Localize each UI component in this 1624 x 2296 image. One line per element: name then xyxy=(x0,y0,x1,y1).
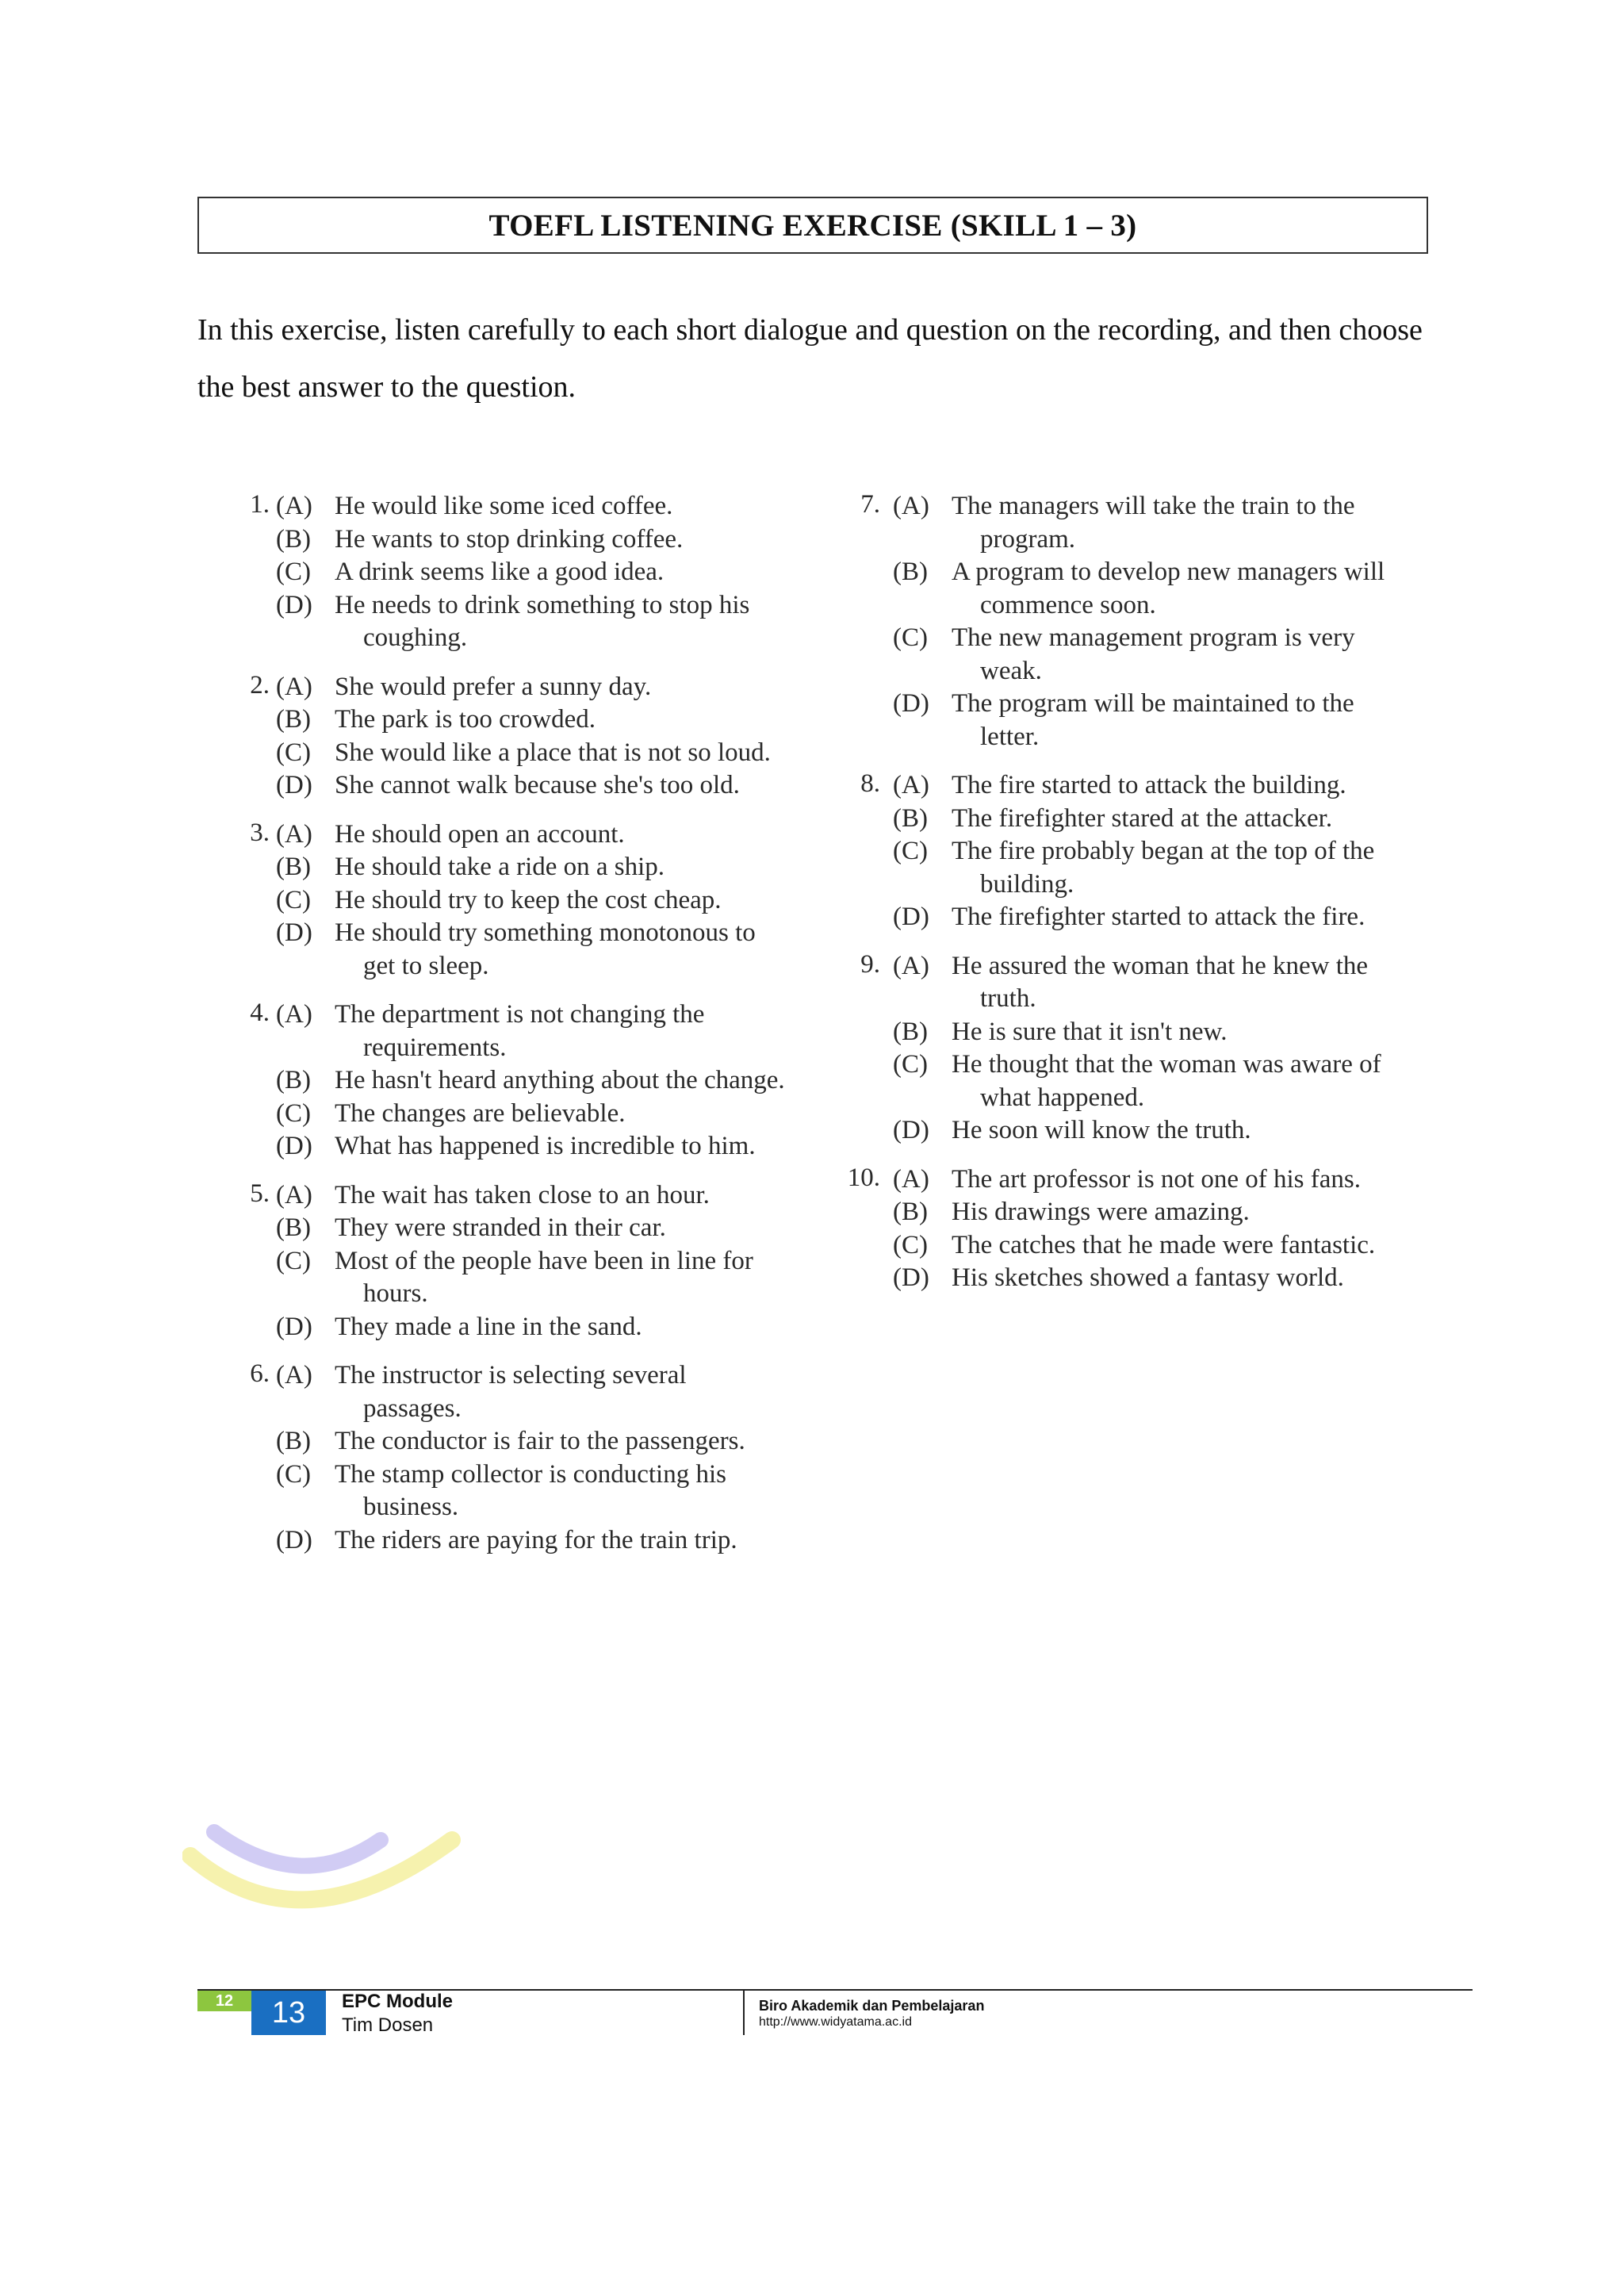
instructions-paragraph: In this exercise, listen carefully to each short dialogue and question on the recording, and then choose the best answer to the question. xyxy=(197,313,1423,404)
footer-author: Tim Dosen xyxy=(342,2014,434,2036)
option-letter: (A) xyxy=(276,672,312,701)
answer-option xyxy=(276,556,785,589)
option-letter: (C) xyxy=(276,885,311,914)
option-text: The catches that he made were fantastic. xyxy=(952,1230,1376,1259)
option-text: The fire probably began at the top of the building. xyxy=(952,837,1375,899)
question-item xyxy=(833,1163,1404,1295)
option-text: The stamp collector is conducting his business. xyxy=(335,1459,726,1521)
answer-option xyxy=(893,556,1404,622)
question-number: 1. xyxy=(250,490,270,519)
option-text: The wait has taken close to an hour. xyxy=(335,1180,710,1209)
option-text: The conductor is fair to the passengers. xyxy=(335,1427,745,1455)
option-text: The changes are believable. xyxy=(335,1098,626,1128)
answer-option xyxy=(893,901,1404,934)
answer-option xyxy=(893,1016,1404,1049)
option-letter: (D) xyxy=(893,689,929,718)
option-text: The department is not changing the requirements. xyxy=(335,1000,705,1062)
option-letter: (D) xyxy=(893,1116,929,1144)
answer-option xyxy=(276,1524,785,1558)
question-number: 9. xyxy=(860,949,880,979)
option-text: Most of the people have been in line for hours. xyxy=(335,1246,753,1308)
option-text: He thought that the woman was aware of what happened. xyxy=(952,1050,1381,1112)
answer-option xyxy=(276,818,785,852)
option-letter: (D) xyxy=(893,903,929,931)
answer-option xyxy=(893,1048,1404,1114)
option-letter: (A) xyxy=(276,1180,312,1209)
option-letter: (B) xyxy=(893,1198,928,1226)
footer-module-title: EPC Module xyxy=(342,1991,454,2012)
option-letter: (D) xyxy=(276,590,312,619)
option-text: He wants to stop drinking coffee. xyxy=(335,524,684,554)
option-text: He needs to drink something to stop his coughing. xyxy=(335,590,750,652)
option-letter: (B) xyxy=(276,853,311,881)
answer-option xyxy=(893,950,1404,1016)
answer-option xyxy=(276,851,785,884)
option-letter: (C) xyxy=(276,558,311,586)
option-letter: (A) xyxy=(276,1000,312,1029)
question-item xyxy=(230,671,785,803)
answer-option xyxy=(276,1212,785,1245)
option-letter: (C) xyxy=(893,1050,928,1079)
answer-option xyxy=(276,1311,785,1344)
answer-option xyxy=(276,1098,785,1131)
option-letter: (B) xyxy=(276,1427,311,1455)
option-letter: (B) xyxy=(276,1066,311,1094)
option-letter: (A) xyxy=(893,771,929,799)
option-text: She would like a place that is not so loud. xyxy=(335,738,771,767)
option-text: They were stranded in their car. xyxy=(335,1213,666,1242)
answer-option xyxy=(276,769,785,803)
option-letter: (A) xyxy=(893,1164,929,1194)
option-text: He should try to keep the cost cheap. xyxy=(335,885,722,914)
answer-option xyxy=(893,490,1404,556)
answer-option xyxy=(893,1196,1404,1229)
footer-organization: Biro Akademik dan Pembelajaran xyxy=(759,1998,985,2014)
option-text: The park is too crowded. xyxy=(335,705,596,734)
question-number: 8. xyxy=(860,769,880,798)
option-letter: (C) xyxy=(893,623,928,652)
option-text: He hasn't heard anything about the change. xyxy=(335,1066,785,1094)
answer-option xyxy=(893,688,1404,753)
question-item xyxy=(833,490,1404,753)
answer-option xyxy=(276,671,785,704)
question-number: 2. xyxy=(250,670,270,700)
question-number: 4. xyxy=(250,999,270,1027)
option-text: The managers will take the train to the program. xyxy=(952,492,1355,554)
answer-option xyxy=(893,803,1404,836)
answer-option xyxy=(276,1179,785,1213)
answer-option xyxy=(276,737,785,770)
option-text: He assured the woman that he knew the truth. xyxy=(952,951,1369,1013)
answer-option xyxy=(276,1064,785,1098)
option-letter: (C) xyxy=(276,1098,311,1128)
questions-right-column xyxy=(833,490,1404,1311)
option-text: He should take a ride on a ship. xyxy=(335,853,665,881)
decorative-swoosh-logo xyxy=(182,1824,468,1951)
answer-option xyxy=(276,1245,785,1311)
question-number: 5. xyxy=(250,1179,270,1208)
option-letter: (B) xyxy=(276,705,311,734)
answer-option xyxy=(893,622,1404,688)
option-text: He soon will know the truth. xyxy=(952,1116,1251,1144)
option-text: The riders are paying for the train trip. xyxy=(335,1525,737,1554)
option-text: She would prefer a sunny day. xyxy=(335,672,652,701)
option-text: The firefighter stared at the attacker. xyxy=(952,803,1333,833)
option-text: A drink seems like a good idea. xyxy=(335,558,665,586)
answer-option xyxy=(276,589,785,655)
option-letter: (A) xyxy=(276,1361,312,1389)
answer-option xyxy=(893,1114,1404,1148)
option-text: A program to develop new managers will commence soon. xyxy=(952,558,1385,619)
page-number-small: 12 xyxy=(197,1991,251,2011)
answer-option xyxy=(893,835,1404,901)
footer-divider xyxy=(743,1991,745,2035)
option-text: He would like some iced coffee. xyxy=(335,492,673,520)
answer-option xyxy=(276,1458,785,1524)
answer-option xyxy=(276,703,785,737)
answer-option xyxy=(276,1130,785,1163)
question-item xyxy=(833,769,1404,934)
answer-option xyxy=(276,999,785,1064)
option-text: The fire started to attack the building. xyxy=(952,771,1346,799)
answer-option xyxy=(276,917,785,983)
option-text: The new management program is very weak. xyxy=(952,623,1355,685)
option-text: They made a line in the sand. xyxy=(335,1312,642,1341)
answer-option xyxy=(276,1359,785,1425)
option-letter: (C) xyxy=(276,738,311,767)
option-letter: (D) xyxy=(276,918,312,947)
answer-option xyxy=(276,884,785,918)
exercise-title xyxy=(197,197,1428,254)
option-letter: (C) xyxy=(276,1246,311,1275)
option-text: He should try something monotonous to get to sleep. xyxy=(335,918,756,980)
questions-left-column xyxy=(230,490,785,1573)
question-number: 10. xyxy=(847,1163,880,1192)
footer-url[interactable]: http://www.widyatama.ac.id xyxy=(759,2015,912,2029)
option-letter: (D) xyxy=(276,1132,312,1160)
option-letter: (C) xyxy=(276,1459,311,1489)
answer-option xyxy=(276,490,785,523)
question-number: 7. xyxy=(860,490,880,519)
option-text: The firefighter started to attack the fire. xyxy=(952,903,1365,931)
option-letter: (B) xyxy=(276,524,311,554)
answer-option xyxy=(276,1425,785,1458)
option-letter: (D) xyxy=(893,1263,929,1292)
option-letter: (D) xyxy=(276,1312,312,1341)
option-letter: (B) xyxy=(893,558,928,586)
option-text: He is sure that it isn't new. xyxy=(952,1017,1228,1046)
option-letter: (D) xyxy=(276,771,312,799)
page-number-large: 13 xyxy=(251,1991,326,2035)
answer-option xyxy=(893,769,1404,803)
option-text: The art professor is not one of his fans. xyxy=(952,1164,1361,1194)
question-item xyxy=(833,950,1404,1148)
option-letter: (B) xyxy=(893,1017,928,1046)
question-number: 3. xyxy=(250,818,270,847)
question-item xyxy=(230,818,785,983)
option-letter: (A) xyxy=(276,819,312,849)
option-text: He should open an account. xyxy=(335,819,625,849)
question-item xyxy=(230,999,785,1163)
option-letter: (C) xyxy=(893,1230,928,1259)
option-text: What has happened is incredible to him. xyxy=(335,1132,756,1160)
option-letter: (B) xyxy=(893,803,928,833)
option-letter: (A) xyxy=(893,951,929,980)
question-item xyxy=(230,1359,785,1557)
option-text: The program will be maintained to the letter. xyxy=(952,689,1354,751)
question-item xyxy=(230,490,785,655)
question-number: 6. xyxy=(250,1359,270,1388)
option-letter: (C) xyxy=(893,837,928,865)
option-text: His sketches showed a fantasy world. xyxy=(952,1263,1344,1292)
option-letter: (B) xyxy=(276,1213,311,1242)
option-text: She cannot walk because she's too old. xyxy=(335,771,740,799)
option-text: The instructor is selecting several passages. xyxy=(335,1361,687,1423)
question-item xyxy=(230,1179,785,1344)
option-letter: (D) xyxy=(276,1525,312,1554)
option-letter: (A) xyxy=(276,492,312,520)
option-text: His drawings were amazing. xyxy=(952,1198,1250,1226)
answer-option xyxy=(893,1163,1404,1197)
answer-option xyxy=(276,523,785,557)
answer-option xyxy=(893,1262,1404,1295)
answer-option xyxy=(893,1229,1404,1263)
option-letter: (A) xyxy=(893,492,929,520)
exercise-title-text: TOEFL LISTENING EXERCISE (SKILL 1 – 3) xyxy=(488,208,1137,243)
